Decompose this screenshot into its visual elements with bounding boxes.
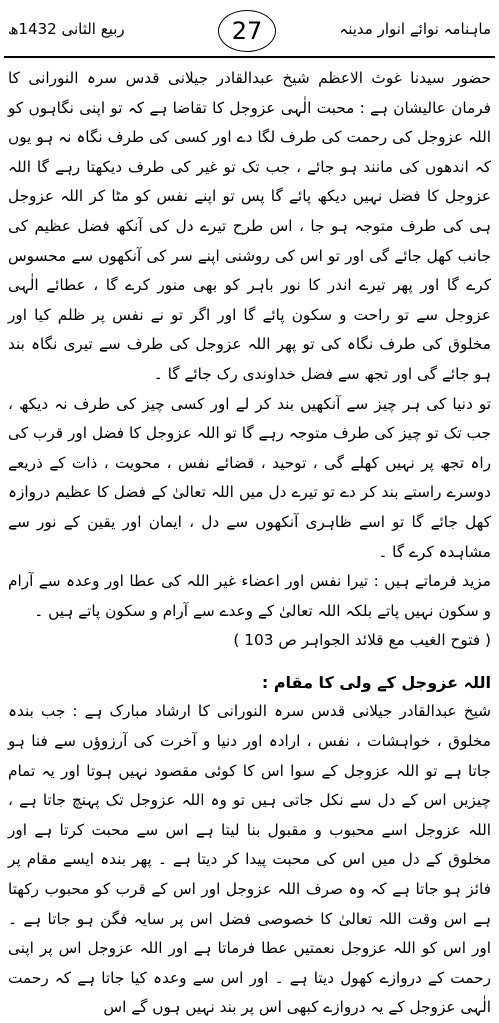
page-header <box>0 0 499 62</box>
header-divider <box>4 56 495 58</box>
paragraph-3: مزید فرماتے ہیں : تیرا نفس اور اعضاء غیر اللہ کی عطا اور وعدہ سے آرام و سکون نہیں پاتے بلکہ اللہ تعالیٰ کے وعدے سے آرام و سکون پاتے ہیں ۔ <box>8 572 491 620</box>
article-body <box>8 64 491 1017</box>
source-reference: ( فتوح الغیب مع قلائد الجواہر ص 103 ) <box>233 631 491 650</box>
paragraph-2: تو دنیا کی ہر چیز سے آنکھیں بند کر لے اور کسی چیز کی طرف نہ دیکھ ، جب تک تو چیز کی طرف متوجہ رہے گا تو اللہ عزوجل کا فضل اور قرب کی راہ تجھ پر نہیں کھلے گی ، توحید ، قضائے نفس ، محویت ، ذات کے ذریعے دوسرے راستے بند کر دے تو تیرے دل میں اللہ تعالیٰ کے فضل کا عظیم دروازہ کھل جائے گا تو اسے ظاہری آنکھوں سے دل ، ایمان اور یقین کے نور سے مشاہدہ کرے گا ۔ <box>8 394 491 561</box>
section-heading: اللہ عزوجل کے ولی کا مقام : <box>261 672 491 692</box>
paragraph-4: شیخ عبدالقادر جیلانی قدس سرہ النورانی کا ارشاد مبارک ہے : جب بندہ مخلوق ، خواہشات ، نفس ، ارادہ اور دنیا و آخرت کی آرزوؤں سے فنا ہو جاتا ہے تو اللہ عزوجل کے سوا اس کا کوئی مقصود نہیں ہوتا اور یہ تمام چیزیں اس کے دل سے نکل جاتی ہیں تو وہ اللہ عزوجل تک پہنچ جاتا ہے ، اللہ عزوجل اسے محبوب و مقبول بنا لیتا ہے اس سے محبت کرتا ہے اور مخلوق کے دل میں اس کی محبت پیدا کر دیتا ہے ۔ پھر بندہ ایسے مقام پر فائز ہو جاتا ہے کہ وہ صرف اللہ عزوجل اور اس کے قرب کو محبوب رکھتا ہے اس وقت اللہ تعالیٰ کا خصوصی فضل اس پر سایہ فگن ہو جاتا ہے ۔ اور اس کو اللہ عزوجل نعمتیں عطا فرماتا ہے اور اللہ عزوجل اس پر اپنی رحمت کے دروازے کھول دیتا ہے ۔ اور اس سے وعدہ کیا جاتا ہے کہ رحمت الٰہی عزوجل کے یہ دروازے کبھی اس پر بند نہیں ہوں گے اس <box>8 702 491 1017</box>
issue-date: ربیع الثانی 1432ھ <box>8 20 125 38</box>
page-number-badge: 27 <box>218 10 276 52</box>
magazine-title: ماہنامہ نوائے انوار مدینہ <box>339 20 491 38</box>
paragraph-1: حضور سیدنا غوث الاعظم شیخ عبدالقادر جیلانی قدس سرہ النورانی کا فرمان عالیشان ہے : محبت الٰہی عزوجل کا تقاضا ہے کہ تو اپنی نگاہوں کو اللہ عزوجل کی رحمت کی طرف لگا دے اور کسی کی طرف نگاہ نہ ہو یوں کہ اندھوں کی مانند ہو جائے ، جب تک تو غیر کی طرف دیکھتا رہے گا اللہ عزوجل کا فضل نہیں دیکھ پائے گا پس تو اپنے نفس کو مٹا کر اللہ عزوجل ہی کی طرف متوجہ ہو جا ، اس طرح تیرے دل کی آنکھ فضل عظیم کی جانب کھل جائے گی اور تو اس کی روشنی اپنے سر کی آنکھوں سے محسوس کرے گا اور پھر تیرے اندر کا نور باہر کو بھی منور کرے گا ، عطائے الٰہی عزوجل سے تو راحت و سکون پائے گا اور اگر تو نے نفس پر ظلم کیا اور مخلوق کی طرف نگاہ کی تو پھر اللہ عزوجل کی طرف سے تیری نگاہ بند ہو جائے گی اور تجھ سے فضل خداوندی رک جائے گا ۔ <box>8 69 491 383</box>
